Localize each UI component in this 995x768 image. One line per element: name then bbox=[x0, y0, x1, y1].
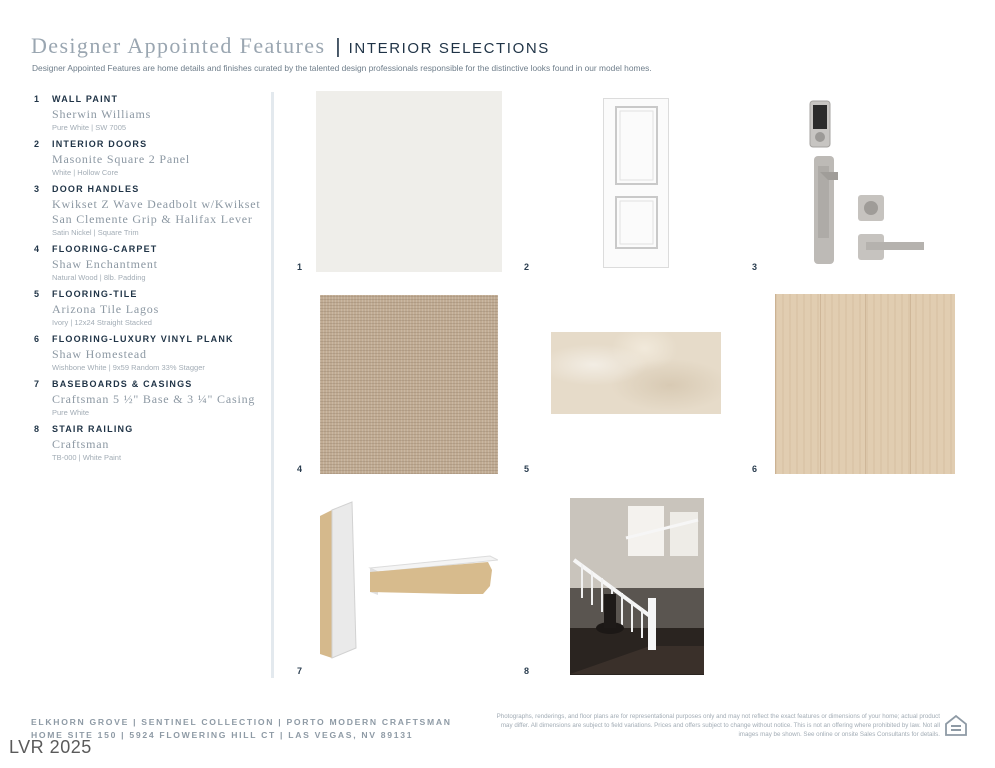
equal-housing-opportunity-icon bbox=[944, 713, 968, 737]
feature-category: WALL PAINT bbox=[52, 94, 119, 104]
feature-item bbox=[34, 424, 266, 462]
feature-name: Kwikset Z Wave Deadbolt w/Kwikset San Clemente Grip & Halifax Lever bbox=[52, 197, 261, 226]
carpet-swatch bbox=[320, 295, 498, 474]
community-line: ELKHORN GROVE | SENTINEL COLLECTION | PORTO MODERN CRAFTSMAN bbox=[31, 717, 452, 727]
feature-list bbox=[34, 94, 266, 469]
feature-name: Arizona Tile Lagos bbox=[52, 302, 160, 316]
feature-item bbox=[34, 334, 266, 372]
feature-category: STAIR RAILING bbox=[52, 424, 134, 434]
feature-category: DOOR HANDLES bbox=[52, 184, 140, 194]
feature-category: INTERIOR DOORS bbox=[52, 139, 148, 149]
feature-category: FLOORING-CARPET bbox=[52, 244, 158, 254]
feature-item bbox=[34, 94, 266, 132]
legal-disclaimer: Photographs, renderings, and floor plans are for representational purposes only and may not reflect the exact features or dimensions of your home; actual product may differ. All dimensions are subject to field variations. Prices and offers subject to change without notice. This is not an offering where prohibited by law. Not all images may be shown. See online or onsite Sales Consultants for details. bbox=[496, 713, 940, 738]
feature-name: Masonite Square 2 Panel bbox=[52, 152, 191, 166]
feature-number: 6 bbox=[34, 334, 41, 344]
feature-name: Craftsman 5 ½" Base & 3 ¼" Casing bbox=[52, 392, 256, 406]
feature-category: FLOORING-LUXURY VINYL PLANK bbox=[52, 334, 234, 344]
feature-number: 2 bbox=[34, 139, 41, 149]
vinyl-plank-swatch bbox=[775, 294, 955, 474]
feature-item bbox=[34, 289, 266, 327]
tile-swatch bbox=[551, 332, 721, 414]
community-address bbox=[31, 716, 452, 742]
swatch-number: 1 bbox=[297, 262, 303, 272]
feature-number: 1 bbox=[34, 94, 41, 104]
page-subtitle: INTERIOR SELECTIONS bbox=[348, 40, 550, 57]
feature-item bbox=[34, 244, 266, 282]
feature-detail: Ivory | 12x24 Straight Stacked bbox=[52, 318, 152, 327]
page-header bbox=[31, 33, 550, 59]
feature-number: 3 bbox=[34, 184, 41, 194]
swatch-number: 8 bbox=[524, 666, 530, 676]
feature-detail: TB-000 | White Paint bbox=[52, 453, 122, 462]
watermark: LVR 2025 bbox=[9, 737, 92, 757]
address-line: HOME SITE 150 | 5924 FLOWERING HILL CT | LAS VEGAS, NV 89131 bbox=[31, 730, 414, 740]
feature-detail: Pure White bbox=[52, 408, 90, 417]
feature-detail: Natural Wood | 8lb. Padding bbox=[52, 273, 146, 282]
intro-text: Designer Appointed Features are home details and finishes curated by the talented design professionals responsible for the distinctive looks found in our model homes. bbox=[32, 63, 652, 73]
title-separator: | bbox=[335, 36, 341, 58]
swatch-number: 3 bbox=[752, 262, 758, 272]
feature-item bbox=[34, 379, 266, 417]
swatch-number: 7 bbox=[297, 666, 303, 676]
swatch-number: 6 bbox=[752, 464, 758, 474]
feature-number: 5 bbox=[34, 289, 41, 299]
stair-railing-photo bbox=[570, 498, 704, 675]
feature-detail: Satin Nickel | Square Trim bbox=[52, 228, 139, 237]
feature-category: BASEBOARDS & CASINGS bbox=[52, 379, 193, 389]
feature-number: 4 bbox=[34, 244, 41, 254]
feature-number: 8 bbox=[34, 424, 41, 434]
feature-number: 7 bbox=[34, 379, 41, 389]
page-title: Designer Appointed Features bbox=[31, 33, 326, 58]
swatch-number: 5 bbox=[524, 464, 530, 474]
interior-door-image bbox=[603, 98, 669, 268]
feature-detail: White | Hollow Core bbox=[52, 168, 119, 177]
wall-paint-swatch bbox=[316, 91, 502, 272]
feature-detail: Wishbone White | 9x59 Random 33% Stagger bbox=[52, 363, 205, 372]
feature-item bbox=[34, 184, 266, 237]
feature-name: Sherwin Williams bbox=[52, 107, 152, 121]
feature-name: Shaw Homestead bbox=[52, 347, 147, 361]
feature-name: Shaw Enchantment bbox=[52, 257, 158, 271]
divider bbox=[271, 92, 274, 678]
feature-item bbox=[34, 139, 266, 177]
door-handle-image bbox=[806, 100, 931, 268]
swatch-number: 4 bbox=[297, 464, 303, 474]
baseboard-casing-image bbox=[318, 500, 498, 662]
feature-detail: Pure White | SW 7005 bbox=[52, 123, 127, 132]
feature-category: FLOORING-TILE bbox=[52, 289, 138, 299]
swatch-number: 2 bbox=[524, 262, 530, 272]
feature-name: Craftsman bbox=[52, 437, 110, 451]
